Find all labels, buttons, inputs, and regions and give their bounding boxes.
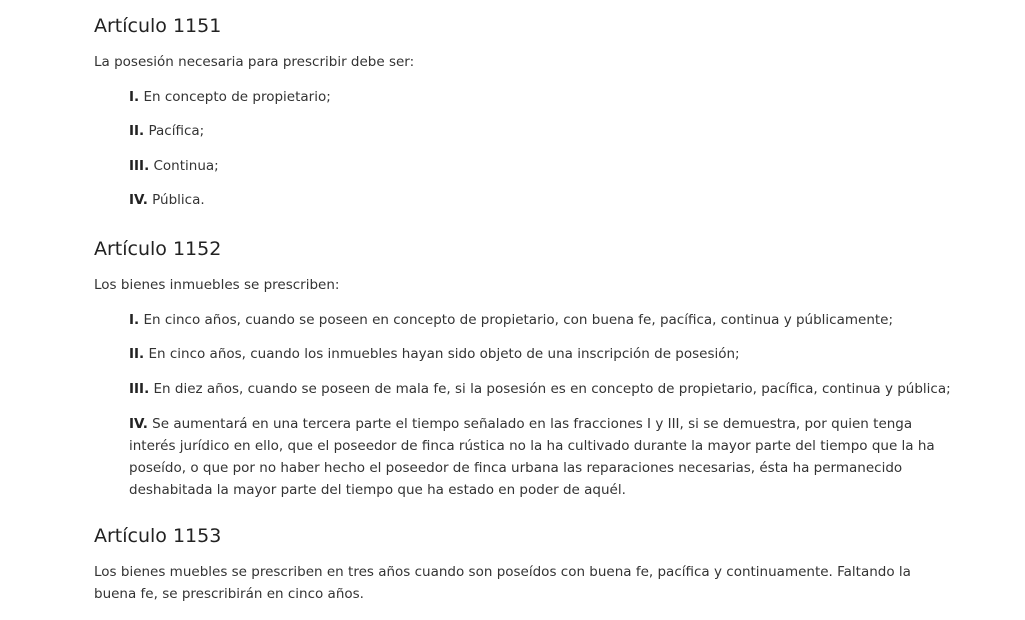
article-1152-title: Artículo 1152 [94, 238, 222, 260]
article-1152-fraction-2 [129, 343, 740, 365]
article-1151-title: Artículo 1151 [94, 15, 222, 37]
article-1153-title: Artículo 1153 [94, 525, 222, 547]
fraction-number: III. [129, 158, 150, 174]
article-1152-fraction-1 [129, 309, 893, 331]
article-1151-fraction-4 [129, 189, 205, 211]
fraction-number: IV. [129, 416, 148, 432]
fraction-text: Pública. [147, 192, 205, 208]
article-1151-intro: La posesión necesaria para prescribir debe ser: [94, 54, 415, 70]
fraction-text: Se aumentará en una tercera parte el tiempo señalado en las fracciones I y III, si se demuestra, por quien tenga interés jurídico en ello, que el poseedor de finca rústica no la ha cultivado durante la mayor parte del tiempo que la ha poseído, o que por no haber hecho el poseedor de finca urbana las reparaciones necesarias, ésta ha permanecido deshabitada la mayor parte del tiempo que ha estado en poder de aquél. [129, 416, 935, 498]
article-1151-fraction-1 [129, 86, 331, 108]
article-1151-fraction-3 [129, 155, 219, 177]
fraction-text: En diez años, cuando se poseen de mala fe, si la posesión es en concepto de propietario, pacífica, continua y pública; [149, 381, 951, 397]
fraction-text: En concepto de propietario; [139, 89, 331, 105]
fraction-text: En cinco años, cuando se poseen en concepto de propietario, con buena fe, pacífica, continua y públicamente; [139, 312, 894, 328]
fraction-number: III. [129, 381, 150, 397]
fraction-text: En cinco años, cuando los inmuebles hayan sido objeto de una inscripción de posesión; [144, 346, 740, 362]
fraction-number: I. [129, 89, 140, 105]
article-1152-intro: Los bienes inmuebles se prescriben: [94, 277, 340, 293]
fraction-text: Continua; [149, 158, 219, 174]
fraction-number: I. [129, 312, 140, 328]
article-1152-fraction-3 [129, 378, 951, 400]
article-1153-text: Los bienes muebles se prescriben en tres años cuando son poseídos con buena fe, pacífica y continuamente. Faltando la buena fe, se prescribirán en cinco años. [94, 564, 911, 602]
article-1151-fraction-2 [129, 120, 204, 142]
fraction-number: II. [129, 123, 145, 139]
fraction-number: II. [129, 346, 145, 362]
fraction-number: IV. [129, 192, 148, 208]
article-1152-fraction-4 [129, 413, 949, 501]
fraction-text: Pacífica; [144, 123, 205, 139]
